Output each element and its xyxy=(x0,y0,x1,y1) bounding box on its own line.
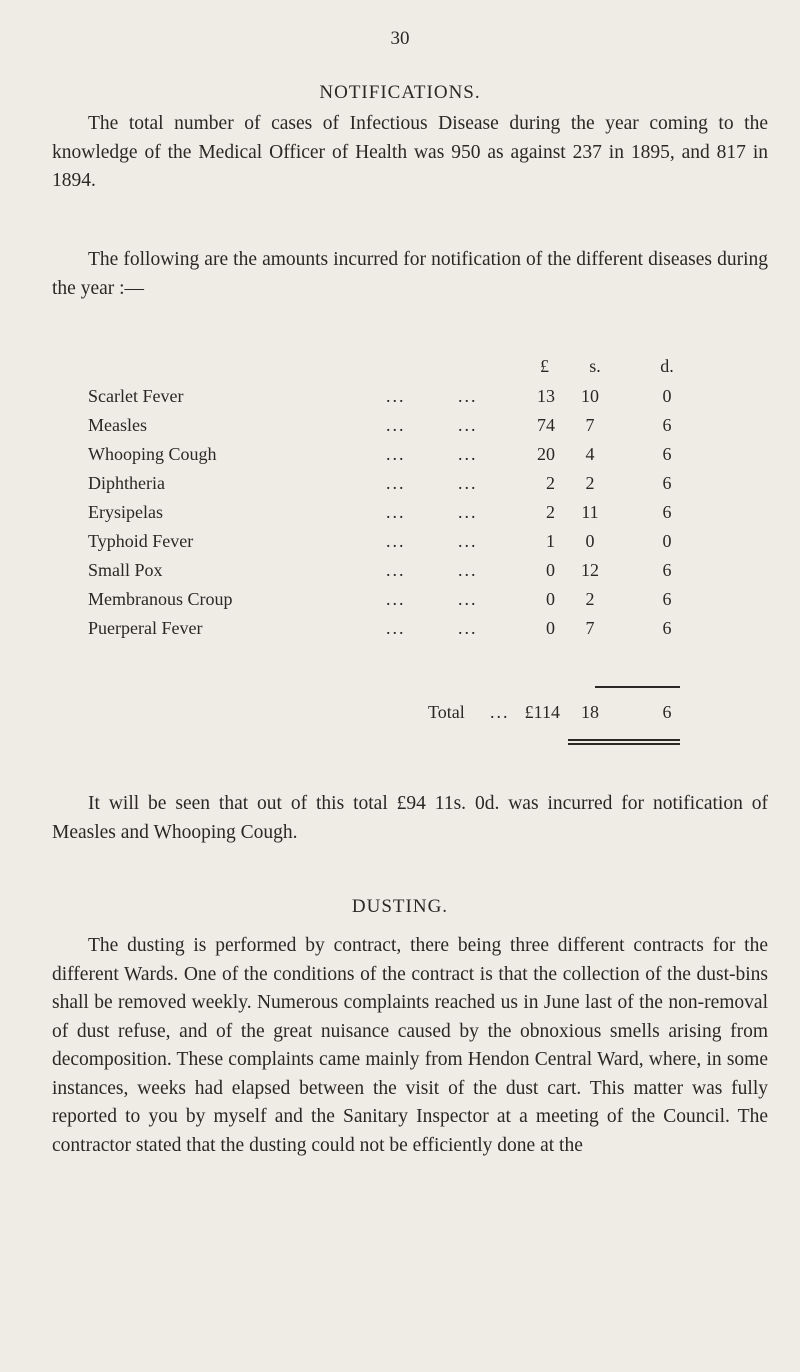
dusting-paragraph: The dusting is performed by contract, there being three different contracts for the different Wards. One of the conditions of the contract is that the collection of the dust-bins shall be removed weekly. Numerous complaints reached us in June last of the non-removal of dust refuse, and of the great nuisance caused by the obnoxious smells arising from decomposition. These complaints came mainly from Hendon Central Ward, where, in some instances, weeks had elapsed between the visit of the dust cart. This matter was fully reported to you by myself and the Sanitary Inspector at a meeting of the Council. The contractor stated that the dusting could not be efficiently done at the xyxy=(52,935,768,1156)
total-shillings: 18 xyxy=(581,702,599,722)
disease-name: Measles xyxy=(88,415,147,435)
leader-dots: ... xyxy=(386,589,406,609)
shillings-cell: 12 xyxy=(581,560,599,580)
shillings-cell: 2 xyxy=(585,589,595,609)
disease-name: Diphtheria xyxy=(88,473,165,493)
leader-dots: ... xyxy=(386,415,406,435)
table-header-row xyxy=(0,356,800,384)
pounds-cell: 0 xyxy=(546,589,555,609)
shillings-cell: 4 xyxy=(585,444,595,464)
pence-cell: 6 xyxy=(662,589,672,609)
leader-dots: ... xyxy=(386,560,406,580)
page-number: 30 xyxy=(390,28,410,49)
notifications-heading: NOTIFICATIONS. xyxy=(319,82,481,103)
leader-dots: ... xyxy=(458,560,478,580)
leader-dots: ... xyxy=(386,618,406,638)
total-row xyxy=(0,702,800,730)
table-row xyxy=(0,502,800,530)
table-row xyxy=(0,589,800,617)
pence-cell: 6 xyxy=(662,444,672,464)
total-double-rule-bottom xyxy=(568,743,680,745)
total-pence: 6 xyxy=(662,702,672,722)
notifications-paragraph-1: The total number of cases of Infectious Disease during the year coming to the knowledge of the Medical Officer of Health was 950 as against 237 in 1895, and 817 in 1894. xyxy=(52,113,768,191)
leader-dots: ... xyxy=(458,502,478,522)
leader-dots: ... xyxy=(386,531,406,551)
shillings-header: s. xyxy=(589,356,601,376)
pounds-cell: 13 xyxy=(537,386,555,406)
leader-dots: ... xyxy=(458,386,478,406)
disease-name: Membranous Croup xyxy=(88,589,233,609)
pence-cell: 6 xyxy=(662,560,672,580)
disease-name: Typhoid Fever xyxy=(88,531,194,551)
total-pounds: £114 xyxy=(524,702,560,722)
table-row xyxy=(0,560,800,588)
pounds-cell: 20 xyxy=(537,444,555,464)
disease-name: Erysipelas xyxy=(88,502,163,522)
leader-dots: ... xyxy=(490,702,510,722)
disease-name: Scarlet Fever xyxy=(88,386,184,406)
shillings-cell: 10 xyxy=(581,386,599,406)
table-row xyxy=(0,415,800,443)
table-row xyxy=(0,473,800,501)
table-row xyxy=(0,618,800,646)
subtotal-rule xyxy=(595,686,680,688)
pounds-cell: 2 xyxy=(546,502,555,522)
pence-cell: 6 xyxy=(662,502,672,522)
table-row xyxy=(0,444,800,472)
leader-dots: ... xyxy=(458,415,478,435)
pounds-cell: 0 xyxy=(546,560,555,580)
pounds-cell: 2 xyxy=(546,473,555,493)
pence-cell: 0 xyxy=(662,531,672,551)
shillings-cell: 11 xyxy=(581,502,599,522)
pence-cell: 6 xyxy=(662,473,672,493)
pounds-cell: 74 xyxy=(537,415,555,435)
table-row xyxy=(0,531,800,559)
pence-cell: 6 xyxy=(662,415,672,435)
leader-dots: ... xyxy=(386,444,406,464)
notifications-paragraph-3: It will be seen that out of this total £94 11s. 0d. was incurred for notification of Measles and Whooping Cough. xyxy=(52,793,768,843)
leader-dots: ... xyxy=(458,444,478,464)
notifications-paragraph-2: The following are the amounts incurred for notification of the different diseases during the year :— xyxy=(52,249,768,299)
pounds-header: £ xyxy=(540,356,549,376)
leader-dots: ... xyxy=(458,473,478,493)
leader-dots: ... xyxy=(458,531,478,551)
leader-dots: ... xyxy=(458,618,478,638)
shillings-cell: 2 xyxy=(585,473,595,493)
shillings-cell: 7 xyxy=(585,618,595,638)
shillings-cell: 7 xyxy=(585,415,595,435)
pounds-cell: 0 xyxy=(546,618,555,638)
total-label: Total xyxy=(428,702,465,722)
pence-cell: 0 xyxy=(662,386,672,406)
disease-name: Puerperal Fever xyxy=(88,618,203,638)
disease-name: Small Pox xyxy=(88,560,163,580)
leader-dots: ... xyxy=(386,386,406,406)
leader-dots: ... xyxy=(386,502,406,522)
leader-dots: ... xyxy=(458,589,478,609)
pence-header: d. xyxy=(660,356,674,376)
table-row xyxy=(0,386,800,414)
disease-name: Whooping Cough xyxy=(88,444,217,464)
pounds-cell: 1 xyxy=(546,531,555,551)
total-double-rule-top xyxy=(568,739,680,741)
leader-dots: ... xyxy=(386,473,406,493)
dusting-heading: DUSTING. xyxy=(351,896,449,917)
pence-cell: 6 xyxy=(662,618,672,638)
shillings-cell: 0 xyxy=(585,531,595,551)
